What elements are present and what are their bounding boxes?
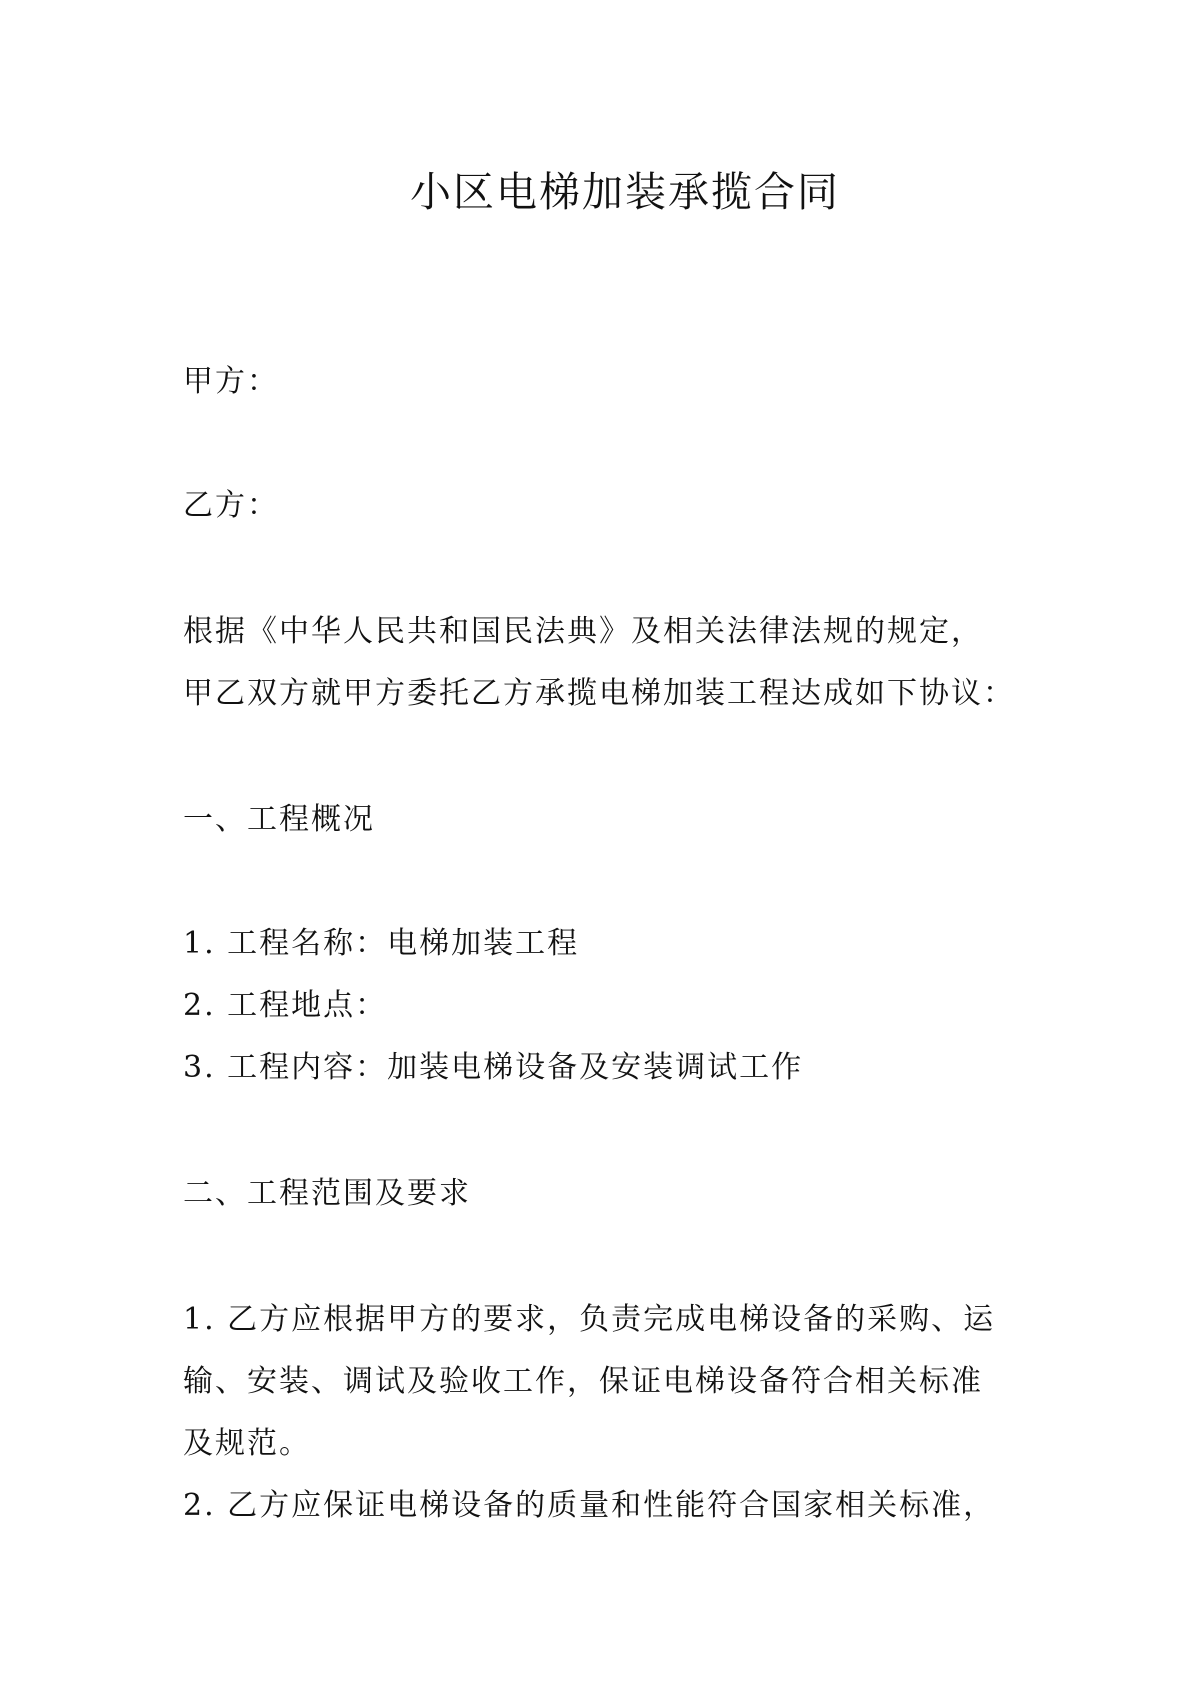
section-2-line-4: 2. 乙方应保证电梯设备的质量和性能符合国家相关标准， <box>183 1488 996 1523</box>
section-1-item-2: 2. 工程地点： <box>183 988 388 1023</box>
preamble-line-2: 甲乙双方就甲方委托乙方承揽电梯加装工程达成如下协议： <box>183 676 1015 711</box>
preamble-line-1: 根据《中华人民共和国民法典》及相关法律法规的规定， <box>183 614 983 649</box>
section-1-heading: 一、工程概况 <box>183 802 375 837</box>
section-1-item-1: 1. 工程名称：电梯加装工程 <box>183 926 580 961</box>
section-2-line-3: 及规范。 <box>183 1426 311 1461</box>
section-2-line-2: 输、安装、调试及验收工作，保证电梯设备符合相关标准 <box>183 1364 983 1399</box>
party-a-label: 甲方： <box>183 364 279 399</box>
document-title: 小区电梯加装承揽合同 <box>410 168 840 216</box>
section-2-heading: 二、工程范围及要求 <box>183 1176 471 1211</box>
section-1-item-3: 3. 工程内容：加装电梯设备及安装调试工作 <box>183 1050 804 1085</box>
section-2-line-1: 1. 乙方应根据甲方的要求，负责完成电梯设备的采购、运 <box>183 1302 996 1337</box>
party-b-label: 乙方： <box>183 488 279 523</box>
